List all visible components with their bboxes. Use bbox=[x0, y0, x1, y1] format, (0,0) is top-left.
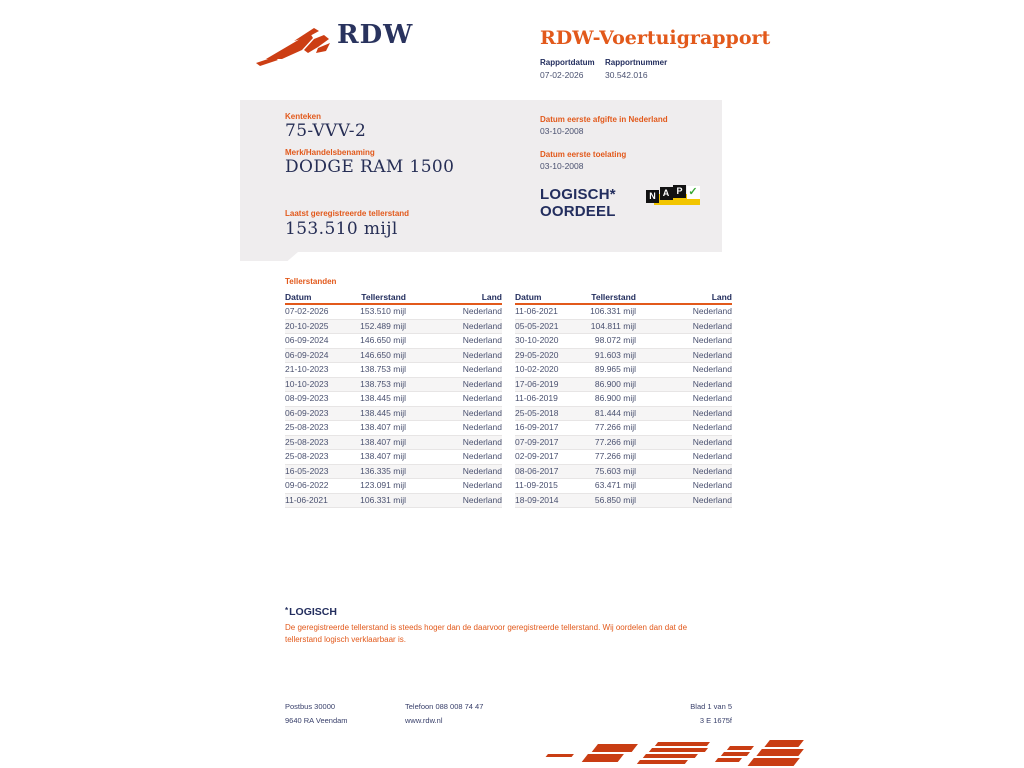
footnote-heading-text: LOGISCH bbox=[289, 606, 337, 618]
report-number-block bbox=[605, 58, 667, 80]
tellerstand-value: 153.510 mijl bbox=[285, 219, 398, 239]
cell-tellerstand: 91.603 mijl bbox=[594, 349, 636, 360]
col-header-tellerstand: Tellerstand bbox=[591, 292, 636, 302]
cell-datum: 11-09-2015 bbox=[515, 480, 558, 490]
cell-land: Nederland bbox=[462, 480, 502, 490]
cell-tellerstand: 138.407 mijl bbox=[360, 422, 406, 432]
table-row bbox=[285, 349, 502, 364]
footnote-asterisk: * bbox=[285, 606, 289, 615]
cell-tellerstand: 146.650 mijl bbox=[360, 349, 406, 360]
table-row bbox=[285, 479, 502, 494]
table-row bbox=[285, 407, 502, 422]
cell-land: Nederland bbox=[462, 494, 502, 505]
table-row bbox=[515, 450, 732, 465]
cell-land: Nederland bbox=[692, 422, 732, 432]
cell-datum: 25-08-2023 bbox=[285, 451, 329, 461]
cell-tellerstand: 75.603 mijl bbox=[594, 465, 636, 476]
cell-tellerstand: 63.471 mijl bbox=[594, 480, 636, 490]
cell-land: Nederland bbox=[462, 335, 502, 345]
col-header-tellerstand: Tellerstand bbox=[361, 292, 406, 302]
table-row bbox=[285, 378, 502, 393]
table-row bbox=[285, 450, 502, 465]
cell-datum: 25-08-2023 bbox=[285, 422, 329, 432]
cell-datum: 20-10-2025 bbox=[285, 320, 329, 331]
cell-land: Nederland bbox=[462, 451, 502, 461]
cell-land: Nederland bbox=[692, 451, 732, 461]
table-row bbox=[515, 305, 732, 320]
cell-land: Nederland bbox=[692, 436, 732, 447]
cell-datum: 25-05-2018 bbox=[515, 407, 559, 418]
cell-datum: 16-09-2017 bbox=[515, 422, 559, 432]
cell-datum: 08-09-2023 bbox=[285, 393, 329, 403]
cell-land: Nederland bbox=[462, 407, 502, 418]
cell-tellerstand: 138.445 mijl bbox=[360, 393, 406, 403]
cell-datum: 05-05-2021 bbox=[515, 320, 559, 331]
cell-datum: 10-02-2020 bbox=[515, 364, 559, 374]
table-row bbox=[285, 421, 502, 436]
table-row bbox=[515, 407, 732, 422]
cell-datum: 06-09-2024 bbox=[285, 335, 329, 345]
cell-tellerstand: 77.266 mijl bbox=[594, 436, 636, 447]
table-row bbox=[515, 378, 732, 393]
cell-tellerstand: 104.811 mijl bbox=[590, 320, 636, 331]
table-row bbox=[285, 320, 502, 335]
cell-tellerstand: 81.444 mijl bbox=[594, 407, 636, 418]
cell-datum: 25-08-2023 bbox=[285, 436, 329, 447]
cell-land: Nederland bbox=[692, 480, 732, 490]
cell-land: Nederland bbox=[692, 407, 732, 418]
footer-website: www.rdw.nl bbox=[405, 716, 443, 725]
cell-land: Nederland bbox=[462, 364, 502, 374]
rdw-logo-icon bbox=[256, 26, 334, 66]
table-row bbox=[515, 349, 732, 364]
cell-datum: 16-05-2023 bbox=[285, 465, 329, 476]
footer-contact bbox=[405, 700, 483, 728]
cell-tellerstand: 77.266 mijl bbox=[594, 451, 636, 461]
oordeel-line2: OORDEEL bbox=[540, 203, 616, 220]
cell-tellerstand: 106.331 mijl bbox=[360, 494, 406, 505]
cell-land: Nederland bbox=[462, 349, 502, 360]
cell-land: Nederland bbox=[692, 320, 732, 331]
cell-tellerstand: 123.091 mijl bbox=[360, 480, 406, 490]
toelating-label: Datum eerste toelating bbox=[540, 150, 627, 159]
kenteken-value: 75-VVV-2 bbox=[285, 121, 367, 141]
footer-form-code: 3 E 1675f bbox=[699, 716, 732, 725]
table-header-row bbox=[515, 291, 732, 305]
footer-postbus: Postbus 30000 bbox=[285, 702, 336, 711]
panel-corner-tab bbox=[240, 252, 298, 261]
cell-datum: 09-06-2022 bbox=[285, 480, 329, 490]
table-row bbox=[285, 465, 502, 480]
cell-tellerstand: 56.850 mijl bbox=[594, 494, 636, 505]
footer-page-number: Blad 1 van 5 bbox=[690, 702, 732, 711]
col-header-datum: Datum bbox=[285, 292, 312, 302]
col-header-datum: Datum bbox=[515, 292, 542, 302]
table-row bbox=[515, 479, 732, 494]
footer-stripe-graphic bbox=[540, 736, 808, 768]
cell-tellerstand: 138.753 mijl bbox=[360, 364, 406, 374]
report-number-label: Rapportnummer bbox=[605, 58, 668, 67]
cell-land: Nederland bbox=[692, 306, 732, 316]
nap-checkmark-icon: ✓ bbox=[688, 186, 698, 198]
table-row bbox=[515, 421, 732, 436]
cell-datum: 29-05-2020 bbox=[515, 349, 559, 360]
cell-land: Nederland bbox=[462, 378, 502, 389]
cell-land: Nederland bbox=[692, 364, 732, 374]
odometer-table-right bbox=[515, 291, 732, 508]
cell-land: Nederland bbox=[462, 306, 502, 316]
cell-land: Nederland bbox=[462, 393, 502, 403]
report-number-value: 30.542.016 bbox=[605, 70, 648, 80]
cell-tellerstand: 89.965 mijl bbox=[594, 364, 636, 374]
table-header-row bbox=[285, 291, 502, 305]
cell-datum: 08-06-2017 bbox=[515, 465, 559, 476]
cell-land: Nederland bbox=[692, 378, 732, 389]
cell-datum: 11-06-2021 bbox=[515, 306, 558, 316]
report-date-label: Rapportdatum bbox=[540, 58, 595, 67]
footer-phone: Telefoon 088 008 74 47 bbox=[405, 702, 484, 711]
cell-tellerstand: 136.335 mijl bbox=[360, 465, 406, 476]
footer-page-info bbox=[690, 700, 732, 728]
table-row bbox=[285, 334, 502, 349]
table-row bbox=[285, 436, 502, 451]
cell-tellerstand: 106.331 mijl bbox=[590, 306, 636, 316]
cell-land: Nederland bbox=[692, 349, 732, 360]
footnote-heading bbox=[285, 606, 337, 618]
cell-land: Nederland bbox=[692, 465, 732, 476]
afgifte-label: Datum eerste afgifte in Nederland bbox=[540, 115, 668, 124]
cell-datum: 06-09-2024 bbox=[285, 349, 329, 360]
cell-land: Nederland bbox=[462, 436, 502, 447]
brand-wordmark: RDW bbox=[337, 20, 414, 50]
cell-land: Nederland bbox=[462, 422, 502, 432]
cell-datum: 06-09-2023 bbox=[285, 407, 329, 418]
footer-address bbox=[285, 700, 348, 728]
cell-tellerstand: 77.266 mijl bbox=[594, 422, 636, 432]
table-row bbox=[285, 305, 502, 320]
cell-tellerstand: 138.445 mijl bbox=[360, 407, 406, 418]
cell-tellerstand: 98.072 mijl bbox=[594, 335, 636, 345]
nap-letter-a: A bbox=[660, 187, 673, 200]
cell-datum: 30-10-2020 bbox=[515, 335, 559, 345]
page-title: RDW-Voertuigrapport bbox=[540, 27, 771, 49]
merk-value: DODGE RAM 1500 bbox=[285, 157, 455, 177]
cell-land: Nederland bbox=[692, 393, 732, 403]
table-row bbox=[515, 465, 732, 480]
nap-logo-icon bbox=[646, 184, 702, 208]
table-row bbox=[285, 494, 502, 509]
cell-land: Nederland bbox=[692, 335, 732, 345]
cell-land: Nederland bbox=[462, 320, 502, 331]
cell-datum: 18-09-2014 bbox=[515, 494, 559, 505]
merk-label: Merk/Handelsbenaming bbox=[285, 148, 375, 157]
table-row bbox=[515, 334, 732, 349]
cell-tellerstand: 153.510 mijl bbox=[360, 306, 406, 316]
cell-datum: 07-02-2026 bbox=[285, 306, 329, 316]
cell-datum: 17-06-2019 bbox=[515, 378, 559, 389]
kenteken-label: Kenteken bbox=[285, 112, 322, 121]
nap-letter-p: P bbox=[673, 185, 686, 198]
cell-tellerstand: 86.900 mijl bbox=[594, 393, 636, 403]
table-row bbox=[515, 494, 732, 509]
tellerstanden-section-title: Tellerstanden bbox=[285, 277, 337, 286]
table-row bbox=[515, 363, 732, 378]
footer-city: 9640 RA Veendam bbox=[285, 716, 348, 725]
cell-land: Nederland bbox=[462, 465, 502, 476]
cell-datum: 11-06-2019 bbox=[515, 393, 558, 403]
table-row bbox=[515, 320, 732, 335]
cell-tellerstand: 152.489 mijl bbox=[360, 320, 406, 331]
table-row bbox=[515, 436, 732, 451]
cell-datum: 11-06-2021 bbox=[285, 494, 328, 505]
cell-tellerstand: 86.900 mijl bbox=[594, 378, 636, 389]
cell-datum: 10-10-2023 bbox=[285, 378, 329, 389]
cell-datum: 21-10-2023 bbox=[285, 364, 329, 374]
report-date-value: 07-02-2026 bbox=[540, 70, 584, 80]
cell-land: Nederland bbox=[692, 494, 732, 505]
oordeel-heading bbox=[540, 186, 616, 220]
col-header-land: Land bbox=[711, 292, 732, 302]
oordeel-line1: LOGISCH* bbox=[540, 186, 616, 203]
toelating-value: 03-10-2008 bbox=[540, 161, 584, 171]
cell-tellerstand: 138.753 mijl bbox=[360, 378, 406, 389]
tellerstand-label: Laatst geregistreerde tellerstand bbox=[285, 209, 410, 218]
odometer-table-left bbox=[285, 291, 502, 508]
cell-tellerstand: 138.407 mijl bbox=[360, 436, 406, 447]
cell-datum: 02-09-2017 bbox=[515, 451, 559, 461]
footnote-text: De geregistreerde tellerstand is steeds hoger dan de daarvoor geregistreerde tellerstand. Wij oordelen dan dat de tellerstand logisch verklaarbaar is. bbox=[285, 623, 688, 644]
table-row bbox=[285, 392, 502, 407]
nap-letter-n: N bbox=[646, 190, 659, 203]
cell-tellerstand: 138.407 mijl bbox=[360, 451, 406, 461]
report-date-block bbox=[540, 58, 595, 80]
col-header-land: Land bbox=[481, 292, 502, 302]
table-row bbox=[515, 392, 732, 407]
afgifte-value: 03-10-2008 bbox=[540, 126, 584, 136]
cell-datum: 07-09-2017 bbox=[515, 436, 559, 447]
cell-tellerstand: 146.650 mijl bbox=[360, 335, 406, 345]
table-row bbox=[285, 363, 502, 378]
